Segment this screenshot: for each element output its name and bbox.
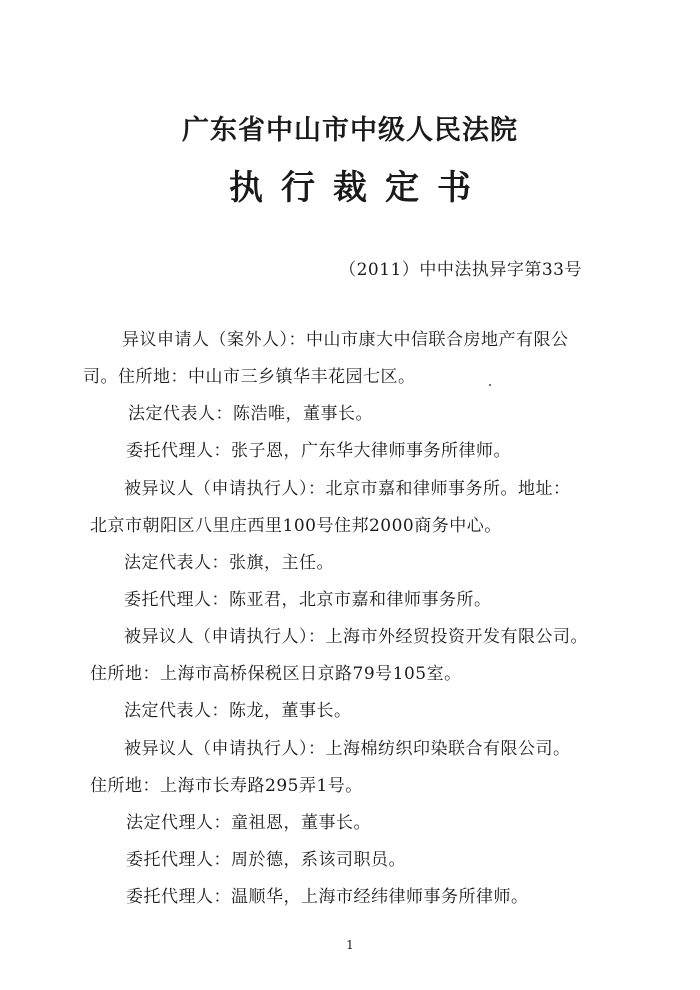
text-line: 住所地：上海市高桥保税区日京路79号105室。 [90,664,462,684]
text-line: 司。住所地：中山市三乡镇华丰花园七区。 [83,367,416,387]
case-number: （2011）中中法执异字第33号 [339,260,582,280]
text-line: 法定代表人：张旗，主任。 [124,553,334,573]
text-line: 法定代表人：陈龙，董事长。 [124,701,352,721]
text-line: 法定代理人：童祖恩，董事长。 [126,813,371,833]
text-line: 被异议人（申请执行人）：上海市外经贸投资开发有限公司。 [124,627,588,647]
text-line: 法定代表人：陈浩唯，董事长。 [128,404,373,424]
scan-speck [489,384,491,386]
text-line: 被异议人（申请执行人）：北京市嘉和律师事务所。地址： [124,479,571,499]
text-line: 北京市朝阳区八里庄西里100号住邦2000商务中心。 [90,516,502,536]
document-type-title: 执行裁定书 [229,168,489,208]
text-line: 异议申请人（案外人）：中山市康大中信联合房地产有限公 [122,330,569,350]
text-line: 委托代理人：张子恩，广东华大律师事务所律师。 [126,441,511,461]
court-name: 广东省中山市中级人民法院 [182,115,518,146]
page-number: 1 [346,938,354,952]
text-line: 委托代理人：陈亚君，北京市嘉和律师事务所。 [124,590,492,610]
text-line: 被异议人（申请执行人）：上海棉纺织印染联合有限公司。 [124,739,571,759]
text-line: 委托代理人：周於德，系该司职员。 [126,850,406,870]
text-line: 住所地：上海市长寿路295弄1号。 [90,776,363,796]
text-line: 委托代理人：温顺华，上海市经纬律师事务所律师。 [126,887,529,907]
